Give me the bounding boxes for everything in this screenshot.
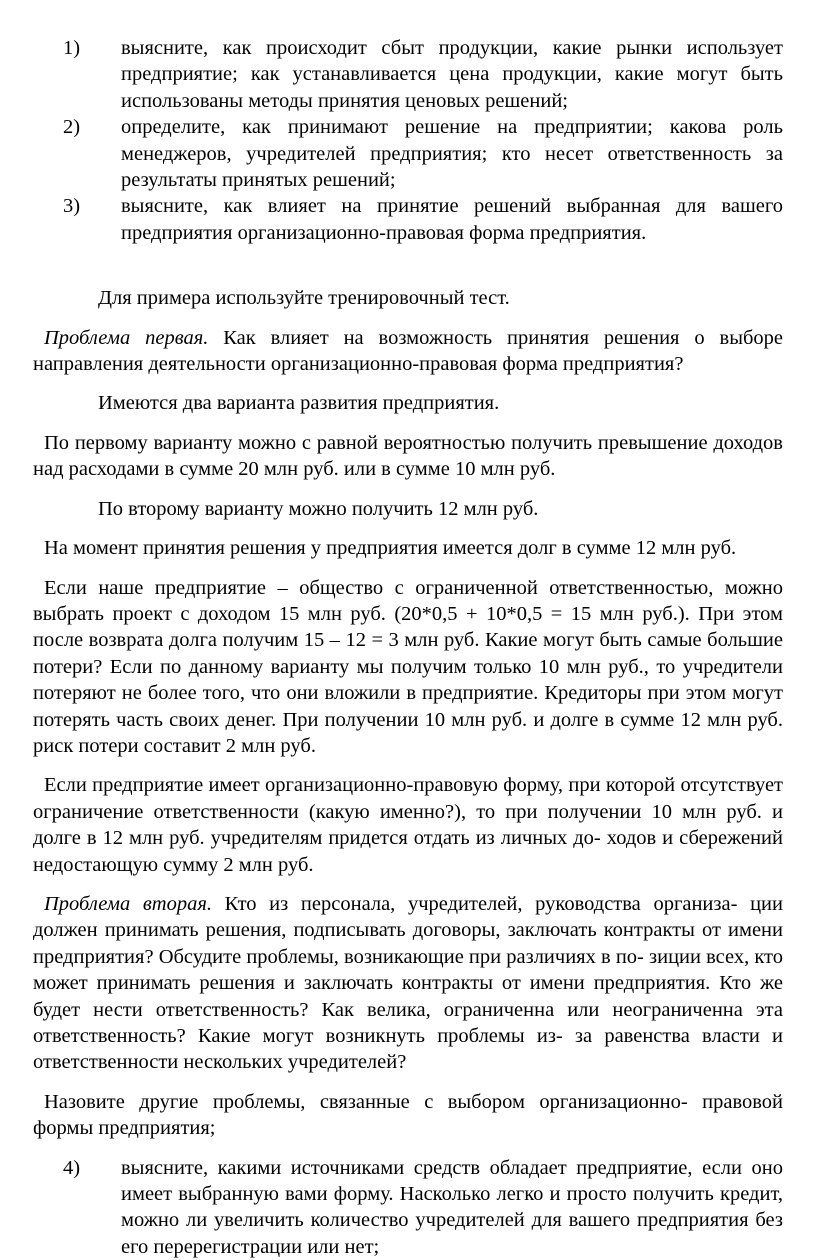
variant-two-line: По второму варианту можно получить 12 млн руб. — [98, 497, 539, 520]
variants-line: Имеются два варианта развития предприятия. — [98, 392, 500, 415]
list-number: 1) — [63, 37, 81, 59]
llc-paragraph: Если наше предприятие – общество с ограниченной ответственностью, можно выбрать проект с доходом 15 млн руб. (20*0,5 + 10*0,5 = 15 млн руб.). При этом после возврата долга получим 15 – 12 = 3 млн руб. Какие могут быть самые большие потери? Если по данному варианту мы получим только 10 млн руб., то учредители потеряют не более того, что они вложили в предприятие. Кредиторы при этом могут потерять часть своих денег. При получении 10 млн руб. и долге в сумме 12 млн руб. риск потери составит 2 млн руб. — [33, 576, 783, 757]
list-item-2 — [63, 114, 783, 193]
list-item-4 — [63, 1155, 783, 1260]
list-item-3 — [63, 193, 783, 246]
unlimited-liability-paragraph: Если предприятие имеет организационно-правовую форму, при которой отсутствует ограничение ответственности (какую именно?), то при получении 10 млн руб. и долге в 12 млн руб. учредителям придется отдать из личных до- ходов и сбережений недостающую сумму 2 млн руб. — [33, 774, 783, 876]
example-line: Для примера используйте тренировочный тест. — [98, 287, 510, 310]
other-problems-paragraph: Назовите другие проблемы, связанные с выбором организационно- правовой формы предприятия; — [33, 1090, 783, 1140]
numbered-list-bottom — [33, 1155, 783, 1260]
list-number: 3) — [63, 195, 81, 218]
list-text: выясните, какими источниками средств обладает предприятие, если оно имеет выбранную вами форму. Насколько легко и просто получить кредит, можно ли увеличить количество учредителей для вашего предприятия без его перерегистрации или нет; — [121, 1156, 783, 1258]
problem-two-paragraph — [33, 891, 783, 1076]
problem-one-label: Проблема первая. — [44, 326, 209, 349]
list-text: определите, как принимают решение на предприятии; какова роль менеджеров, учредителей предприятия; кто несет ответственность за результаты принятых решений; — [121, 116, 783, 192]
list-text: выясните, как происходит сбыт продукции, какие рынки использует предприятие; как устанавливается цена продукции, какие могут быть использованы методы принятия ценовых решений; — [121, 37, 783, 112]
problem-two-label: Проблема вторая. — [44, 892, 212, 915]
numbered-list-top — [33, 35, 783, 246]
debt-paragraph: На момент принятия решения у предприятия имеется долг в сумме 12 млн руб. — [44, 537, 737, 560]
variant-one-paragraph: По первому варианту можно с равной вероятностью получить превышение доходов над расходами в сумме 20 млн руб. или в сумме 10 млн руб. — [33, 431, 783, 481]
problem-one-text: Как влияет на возможность принятия решения о выборе направления деятельности организационно-правовая форма предприятия? — [33, 326, 783, 376]
problem-one-paragraph — [33, 325, 783, 378]
list-number: 2) — [63, 116, 81, 139]
problem-two-text: Кто из персонала, учредителей, руководства организа- ции должен принимать решения, подписывать договоры, заключать контракты от имени предприятия? Обсудите проблемы, возникающие при различиях в по- зиции всех, кто может принимать решения и заключать контракты от имени предприятия. Кто же будет нести ответственность? Как велика, ограниченна или неограниченна эта ответственность? Какие могут возникнуть проблемы из- за равенства власти и ответственности нескольких учредителей? — [33, 892, 784, 1074]
list-item-1 — [63, 35, 783, 114]
list-text: выясните, как влияет на принятие решений выбранная для вашего предприятия организационно-правовая форма предприятия. — [121, 195, 783, 244]
list-number: 4) — [63, 1156, 81, 1179]
